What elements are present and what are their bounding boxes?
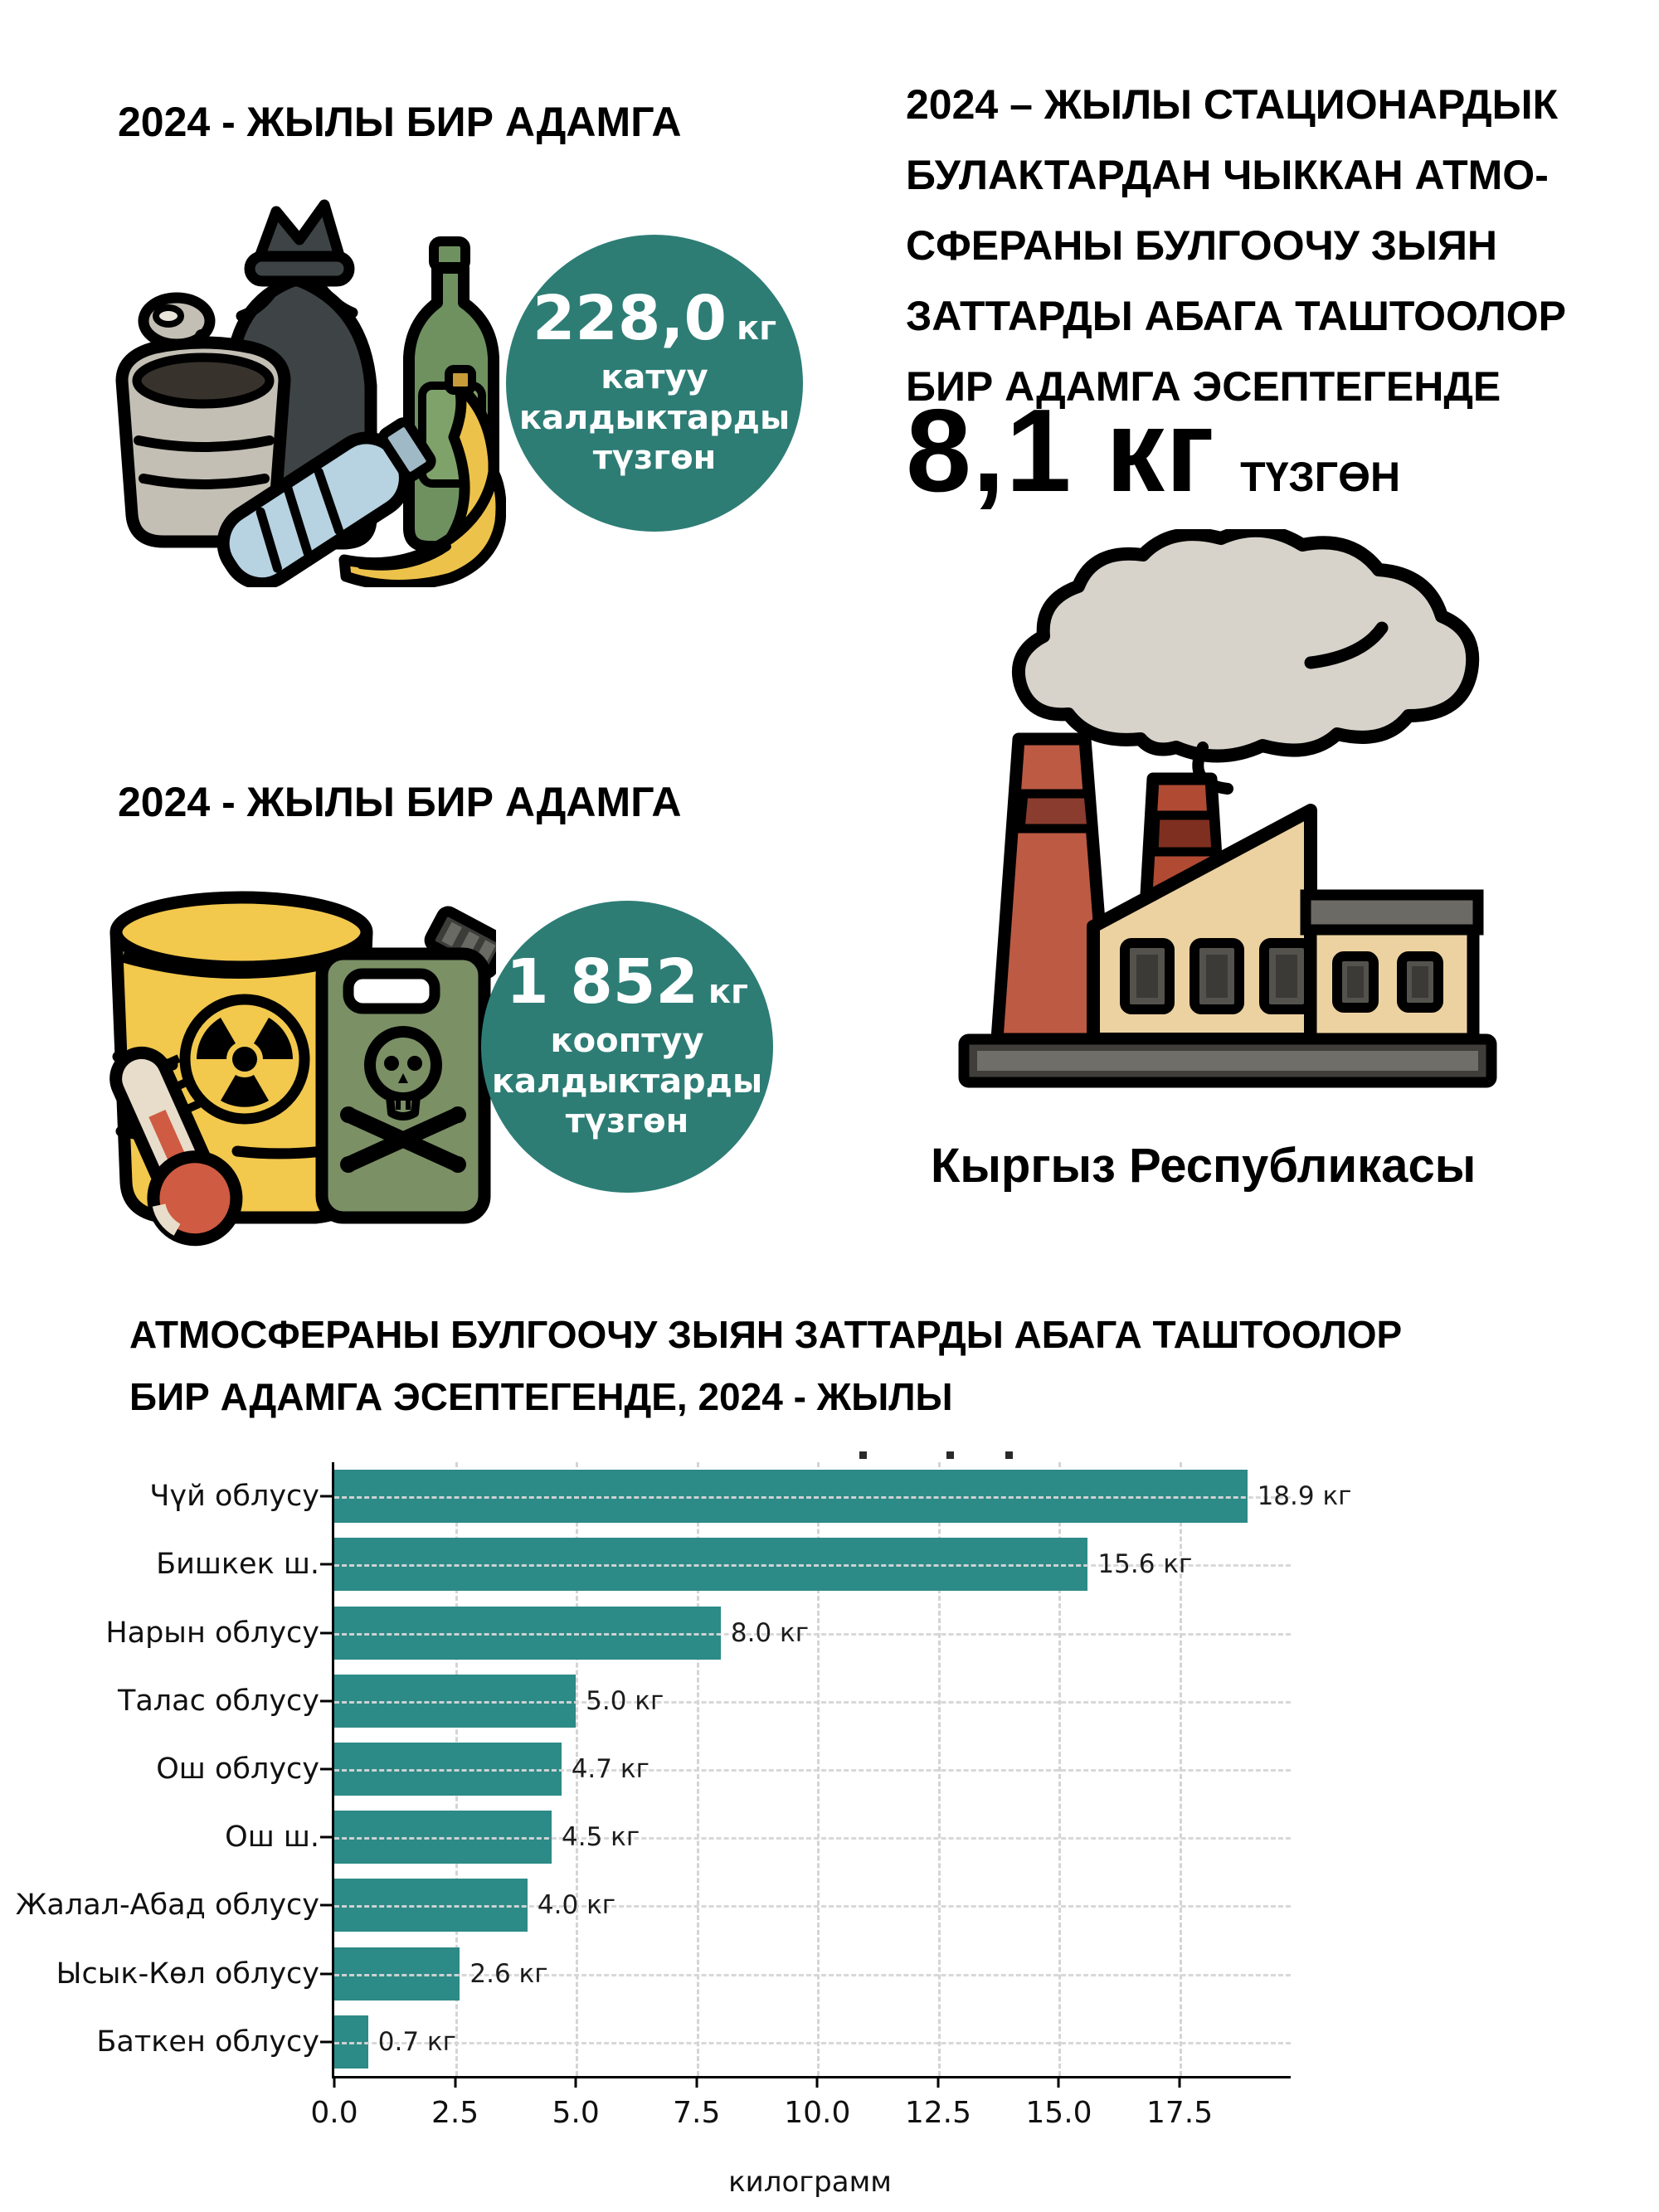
heading-line: СФЕРАНЫ БУЛГООЧУ ЗЫЯН <box>906 222 1498 269</box>
caption-line: калдыктарды <box>518 398 791 437</box>
emissions-bar-chart <box>0 1456 1659 2212</box>
air-emissions-value: 8,1 кг <box>906 385 1216 517</box>
x-tick-label: 15.0 <box>1025 2096 1092 2130</box>
y-tick-mark <box>320 1904 332 1907</box>
bar-value-label: 2.6 кг <box>469 1958 548 1989</box>
y-tick-mark <box>320 2040 332 2043</box>
caption-line: кооптуу <box>550 1021 704 1060</box>
hazard-waste-unit: кг <box>708 972 748 1011</box>
hazardous-waste-icon <box>75 856 496 1256</box>
solid-waste-title: 2024 - ЖЫЛЫ БИР АДАМГА <box>118 99 682 145</box>
x-tick-label: 10.0 <box>784 2096 851 2130</box>
x-tick-label: 7.5 <box>673 2096 721 2130</box>
heading-line: 2024 – ЖЫЛЫ СТАЦИОНАРДЫК <box>906 81 1559 128</box>
hazard-waste-title: 2024 - ЖЫЛЫ БИР АДАМГА <box>118 779 682 825</box>
bar-value-label: 4.0 кг <box>537 1890 616 1921</box>
hazard-waste-badge-value-row <box>506 946 748 1018</box>
caption-line: калдыктарды <box>491 1062 763 1101</box>
x-tick-mark <box>454 2076 456 2088</box>
x-tick-label: 0.0 <box>310 2096 358 2130</box>
solid-waste-caption <box>519 357 790 479</box>
x-tick-label: 12.5 <box>904 2096 971 2130</box>
x-tick-mark <box>1179 2076 1181 2088</box>
heading-line: ЗАТТАРДЫ АБАГА ТАШТООЛОР <box>906 293 1566 339</box>
y-tick-mark <box>320 1972 332 1975</box>
factory-smoke-icon <box>954 529 1501 1095</box>
category-label: Ысык-Көл облусу <box>56 1957 319 1991</box>
category-label: Нарын облусу <box>105 1616 319 1650</box>
y-gridline <box>334 2042 1291 2044</box>
heading-line: БИР АДАМГА ЭСЕПТЕГЕНДЕ <box>906 363 1501 410</box>
bar-value-label: 15.6 кг <box>1097 1549 1193 1580</box>
solid-waste-badge-value-row <box>532 282 777 354</box>
x-tick-mark <box>1058 2076 1060 2088</box>
x-tick-mark <box>333 2076 336 2088</box>
solid-waste-unit: кг <box>737 309 777 348</box>
y-tick-mark <box>320 1768 332 1771</box>
y-tick-mark <box>320 1563 332 1566</box>
y-gridline <box>334 1905 1291 1908</box>
category-label: Бишкек ш. <box>156 1548 319 1582</box>
category-label: Талас облусу <box>117 1684 319 1718</box>
x-axis-label: килограмм <box>728 2166 892 2199</box>
trash-pile-icon <box>79 163 506 587</box>
y-gridline <box>334 1769 1291 1772</box>
x-tick-label: 2.5 <box>431 2096 479 2130</box>
x-tick-label: 17.5 <box>1146 2096 1214 2130</box>
x-tick-mark <box>575 2076 577 2088</box>
chart-title-line: АТМОСФЕРАНЫ БУЛГООЧУ ЗЫЯН ЗАТТАРДЫ АБАГА ТАШТООЛОР <box>129 1313 1403 1356</box>
caption-line: түзгөн <box>565 1102 689 1141</box>
hazard-waste-value: 1 852 <box>506 946 698 1018</box>
y-gridline <box>334 1496 1291 1499</box>
category-label: Чүй облусу <box>149 1480 319 1514</box>
bar-value-label: 4.7 кг <box>571 1754 649 1784</box>
chart-title-line: БИР АДАМГА ЭСЕПТЕГЕНДЕ, 2024 - ЖЫЛЫ <box>129 1374 953 1418</box>
y-tick-mark <box>320 1495 332 1498</box>
bar-value-label: 5.0 кг <box>586 1685 664 1716</box>
bar-value-label: 8.0 кг <box>730 1617 810 1648</box>
y-gridline <box>334 1701 1291 1704</box>
y-tick-mark <box>320 1699 332 1702</box>
heading-line: БУЛАКТАРДАН ЧЫККАН АТМО- <box>906 152 1549 198</box>
bar-value-label: 4.5 кг <box>562 1822 640 1853</box>
y-tick-mark <box>320 1631 332 1634</box>
hazard-waste-caption <box>492 1021 762 1142</box>
caption-line: түзгөн <box>592 439 717 478</box>
bar-value-label: 18.9 кг <box>1257 1481 1352 1512</box>
y-gridline <box>334 1837 1291 1840</box>
x-tick-mark <box>816 2076 819 2088</box>
category-label: Ош ш. <box>225 1821 319 1855</box>
country-label: Кыргыз Республикасы <box>931 1139 1477 1193</box>
air-emissions-suffix: ТҮЗГӨН <box>1240 454 1401 500</box>
x-tick-mark <box>695 2076 698 2088</box>
air-emissions-heading <box>906 70 1566 422</box>
chart-plot-area <box>15 1462 1352 2130</box>
caption-line: катуу <box>601 357 708 396</box>
hazard-waste-badge <box>481 901 773 1193</box>
y-tick-mark <box>320 1836 332 1839</box>
bar-value-label: 0.7 кг <box>377 2026 456 2057</box>
solid-waste-badge <box>506 235 803 532</box>
solid-waste-value: 228,0 <box>532 282 727 354</box>
x-tick-mark <box>937 2076 939 2088</box>
category-label: Ош облусу <box>156 1753 319 1786</box>
y-gridline <box>334 1633 1291 1636</box>
air-emissions-stat <box>906 383 1400 519</box>
chart-title <box>129 1304 1402 1427</box>
category-label: Баткен облусу <box>96 2025 319 2059</box>
category-label: Жалал-Абад облусу <box>15 1889 319 1923</box>
x-tick-label: 5.0 <box>552 2096 600 2130</box>
